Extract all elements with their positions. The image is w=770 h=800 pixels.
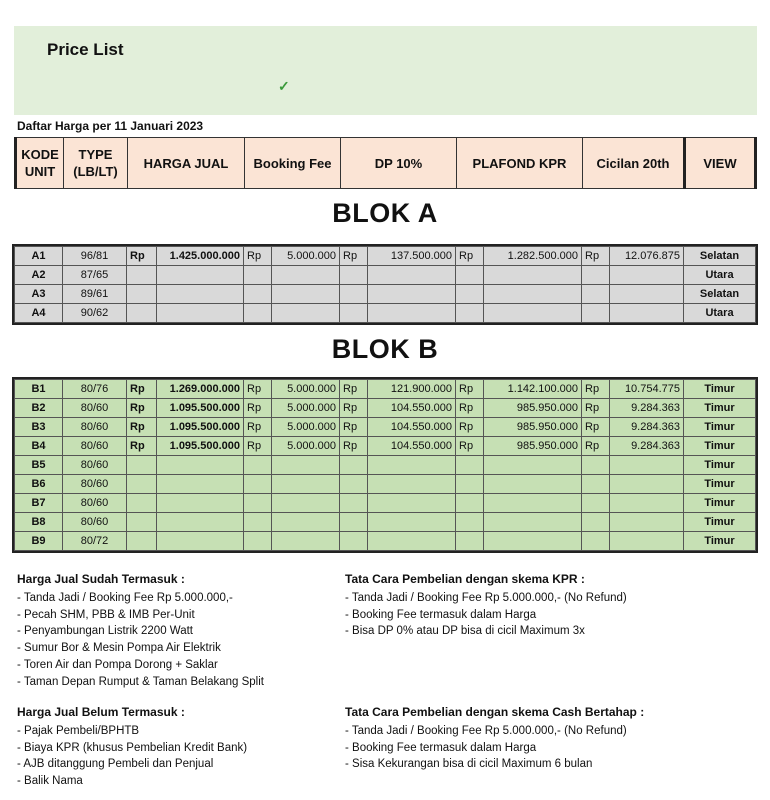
cell-kode: B6 [15, 475, 63, 494]
cell-hj-rp: Rp [127, 418, 157, 437]
cell-ci [610, 532, 684, 551]
cell-hj-rp [127, 266, 157, 285]
table-row [15, 304, 756, 323]
cell-hj-rp [127, 456, 157, 475]
table-row [15, 266, 756, 285]
cell-pl [484, 513, 582, 532]
cell-pl [484, 494, 582, 513]
cell-dp: 104.550.000 [368, 399, 456, 418]
cell-dp [368, 285, 456, 304]
cell-pl-rp: Rp [456, 399, 484, 418]
cell-type: 80/60 [63, 399, 127, 418]
cell-type: 87/65 [63, 266, 127, 285]
cell-ci [610, 285, 684, 304]
header-dp: DP 10% [341, 138, 457, 189]
cell-view: Timur [684, 456, 756, 475]
header-booking-fee: Booking Fee [245, 138, 341, 189]
cell-ci-rp [582, 266, 610, 285]
list-item: - Booking Fee termasuk dalam Harga [345, 741, 537, 754]
list-item: - Taman Depan Rumput & Taman Belakang Split [17, 675, 264, 688]
cell-hj [157, 285, 244, 304]
cell-ci [610, 475, 684, 494]
cell-hj [157, 456, 244, 475]
cell-bf-rp [244, 513, 272, 532]
cell-dp-rp [340, 285, 368, 304]
cell-ci-rp: Rp [582, 399, 610, 418]
table-row [15, 513, 756, 532]
notes-belum-termasuk [17, 704, 247, 790]
cell-type: 80/60 [63, 494, 127, 513]
list-item: - Tanda Jadi / Booking Fee Rp 5.000.000,- (No Refund) [345, 591, 627, 604]
cell-hj: 1.425.000.000 [157, 247, 244, 266]
cell-dp [368, 513, 456, 532]
cell-hj [157, 494, 244, 513]
cell-ci: 9.284.363 [610, 399, 684, 418]
cell-view: Timur [684, 513, 756, 532]
cell-bf-rp: Rp [244, 418, 272, 437]
cell-dp-rp [340, 304, 368, 323]
cell-ci [610, 304, 684, 323]
cell-dp [368, 494, 456, 513]
table-row [15, 380, 756, 399]
cell-view: Timur [684, 380, 756, 399]
cell-hj: 1.095.500.000 [157, 399, 244, 418]
cell-bf-rp [244, 532, 272, 551]
list-item: - AJB ditanggung Pembeli dan Penjual [17, 758, 214, 771]
cell-bf [272, 494, 340, 513]
cell-bf-rp [244, 456, 272, 475]
cell-dp [368, 475, 456, 494]
blok-b-title: BLOK B [331, 334, 439, 364]
cell-view: Utara [684, 266, 756, 285]
cell-kode: B8 [15, 513, 63, 532]
cell-ci-rp [582, 532, 610, 551]
cell-hj [157, 304, 244, 323]
cell-pl-rp: Rp [456, 437, 484, 456]
cell-pl-rp [456, 513, 484, 532]
cell-pl-rp [456, 456, 484, 475]
cell-dp-rp: Rp [340, 418, 368, 437]
cell-type: 80/60 [63, 418, 127, 437]
table-row [15, 475, 756, 494]
blok-a-table [14, 246, 756, 323]
table-row [15, 418, 756, 437]
blok-b-table [14, 379, 756, 551]
cell-pl: 985.950.000 [484, 437, 582, 456]
cell-hj-rp [127, 513, 157, 532]
cell-ci-rp: Rp [582, 247, 610, 266]
cell-bf-rp [244, 285, 272, 304]
list-item: - Sisa Kekurangan bisa di cicil Maximum 6 bulan [345, 758, 593, 771]
cell-pl-rp: Rp [456, 418, 484, 437]
cell-dp: 104.550.000 [368, 418, 456, 437]
cell-dp: 104.550.000 [368, 437, 456, 456]
cell-bf [272, 266, 340, 285]
cell-view: Timur [684, 399, 756, 418]
cell-ci-rp [582, 494, 610, 513]
cell-pl-rp [456, 304, 484, 323]
list-item: - Tanda Jadi / Booking Fee Rp 5.000.000,- [17, 591, 233, 604]
cell-bf: 5.000.000 [272, 380, 340, 399]
cell-dp [368, 266, 456, 285]
cell-type: 80/60 [63, 456, 127, 475]
cell-hj: 1.095.500.000 [157, 437, 244, 456]
list-item: - Sumur Bor & Mesin Pompa Air Elektrik [17, 642, 221, 655]
cell-view: Timur [684, 475, 756, 494]
cell-ci-rp [582, 304, 610, 323]
cell-bf-rp [244, 304, 272, 323]
list-item: - Toren Air dan Pompa Dorong + Saklar [17, 658, 218, 671]
cell-dp-rp [340, 532, 368, 551]
cell-hj: 1.095.500.000 [157, 418, 244, 437]
cell-kode: B7 [15, 494, 63, 513]
notes-sudah-termasuk [17, 571, 264, 691]
cell-type: 80/72 [63, 532, 127, 551]
cell-kode: B2 [15, 399, 63, 418]
cell-bf: 5.000.000 [272, 418, 340, 437]
cell-ci-rp [582, 456, 610, 475]
cell-type: 89/61 [63, 285, 127, 304]
cell-pl-rp: Rp [456, 380, 484, 399]
cell-bf-rp [244, 494, 272, 513]
cell-ci [610, 513, 684, 532]
header-cicilan: Cicilan 20th [583, 138, 685, 189]
cell-kode: A3 [15, 285, 63, 304]
blok-a-title: BLOK A [332, 198, 438, 228]
cell-kode: A1 [15, 247, 63, 266]
cell-dp-rp [340, 494, 368, 513]
cell-hj-rp: Rp [127, 247, 157, 266]
header-banner [14, 26, 757, 115]
list-item: - Penyambungan Listrik 2200 Watt [17, 625, 193, 638]
cell-view: Timur [684, 532, 756, 551]
cell-hj-rp [127, 304, 157, 323]
cell-type: 80/60 [63, 513, 127, 532]
header-kode-unit: KODE UNIT [16, 138, 64, 189]
cell-hj-rp [127, 475, 157, 494]
header-harga-jual: HARGA JUAL [128, 138, 245, 189]
cell-dp-rp: Rp [340, 380, 368, 399]
cell-type: 96/81 [63, 247, 127, 266]
notes-title: Tata Cara Pembelian dengan skema KPR : [345, 572, 585, 586]
notes-skema-cash [345, 704, 644, 773]
cell-ci-rp: Rp [582, 418, 610, 437]
cell-bf [272, 285, 340, 304]
page-title: Price List [47, 40, 124, 59]
cell-hj [157, 475, 244, 494]
cell-pl-rp [456, 532, 484, 551]
cell-kode: B3 [15, 418, 63, 437]
cell-hj [157, 513, 244, 532]
cell-bf: 5.000.000 [272, 247, 340, 266]
cell-ci-rp: Rp [582, 437, 610, 456]
cell-hj-rp [127, 532, 157, 551]
cell-ci: 12.076.875 [610, 247, 684, 266]
cell-pl: 1.282.500.000 [484, 247, 582, 266]
cell-ci [610, 456, 684, 475]
table-row [15, 247, 756, 266]
cell-ci-rp: Rp [582, 380, 610, 399]
cell-type: 80/60 [63, 475, 127, 494]
cell-kode: B1 [15, 380, 63, 399]
cell-pl [484, 532, 582, 551]
cell-pl-rp [456, 266, 484, 285]
table-row [15, 437, 756, 456]
cell-hj-rp [127, 285, 157, 304]
cell-bf: 5.000.000 [272, 399, 340, 418]
cell-pl [484, 304, 582, 323]
table-row [15, 532, 756, 551]
cell-pl-rp [456, 475, 484, 494]
cell-ci: 9.284.363 [610, 437, 684, 456]
cell-ci [610, 266, 684, 285]
header-type: TYPE (LB/LT) [64, 138, 128, 189]
cell-view: Utara [684, 304, 756, 323]
cell-hj-rp: Rp [127, 380, 157, 399]
cell-ci [610, 494, 684, 513]
cell-hj [157, 266, 244, 285]
cell-bf-rp: Rp [244, 399, 272, 418]
cell-kode: A2 [15, 266, 63, 285]
list-item: - Pecah SHM, PBB & IMB Per-Unit [17, 608, 195, 621]
cell-pl-rp [456, 285, 484, 304]
cell-bf [272, 475, 340, 494]
cell-view: Selatan [684, 285, 756, 304]
cell-dp-rp: Rp [340, 247, 368, 266]
cell-hj: 1.269.000.000 [157, 380, 244, 399]
cell-dp-rp [340, 456, 368, 475]
cell-dp-rp: Rp [340, 437, 368, 456]
cell-dp: 137.500.000 [368, 247, 456, 266]
cell-hj-rp [127, 494, 157, 513]
price-date-subtitle: Daftar Harga per 11 Januari 2023 [17, 119, 204, 133]
cell-hj [157, 532, 244, 551]
cell-pl-rp [456, 494, 484, 513]
cell-dp-rp [340, 475, 368, 494]
cell-kode: B9 [15, 532, 63, 551]
cell-view: Selatan [684, 247, 756, 266]
cell-hj-rp: Rp [127, 399, 157, 418]
cell-bf [272, 304, 340, 323]
table-row [15, 494, 756, 513]
cell-pl [484, 456, 582, 475]
cell-type: 90/62 [63, 304, 127, 323]
cell-bf-rp: Rp [244, 437, 272, 456]
cell-pl: 985.950.000 [484, 418, 582, 437]
cell-view: Timur [684, 437, 756, 456]
list-item: - Biaya KPR (khusus Pembelian Kredit Bank) [17, 741, 248, 754]
notes-skema-kpr [345, 571, 627, 640]
header-plafond-kpr: PLAFOND KPR [457, 138, 583, 189]
cell-ci: 10.754.775 [610, 380, 684, 399]
cell-view: Timur [684, 418, 756, 437]
cell-hj-rp: Rp [127, 437, 157, 456]
cell-kode: A4 [15, 304, 63, 323]
cell-kode: B5 [15, 456, 63, 475]
cell-dp [368, 456, 456, 475]
table-row [15, 456, 756, 475]
check-mark-icon: ✓ [278, 78, 290, 94]
cell-pl: 1.142.100.000 [484, 380, 582, 399]
cell-pl [484, 266, 582, 285]
list-item: - Balik Nama [17, 775, 83, 788]
cell-bf [272, 456, 340, 475]
notes-title: Harga Jual Belum Termasuk : [17, 705, 185, 719]
cell-type: 80/60 [63, 437, 127, 456]
cell-view: Timur [684, 494, 756, 513]
list-item: - Booking Fee termasuk dalam Harga [345, 608, 537, 621]
price-table-header [14, 137, 757, 189]
cell-bf [272, 532, 340, 551]
cell-dp [368, 304, 456, 323]
notes-title: Harga Jual Sudah Termasuk : [17, 572, 185, 586]
cell-kode: B4 [15, 437, 63, 456]
cell-dp-rp: Rp [340, 399, 368, 418]
cell-bf-rp [244, 475, 272, 494]
list-item: - Pajak Pembeli/BPHTB [17, 724, 140, 737]
cell-bf-rp: Rp [244, 380, 272, 399]
cell-bf [272, 513, 340, 532]
cell-bf-rp [244, 266, 272, 285]
cell-dp: 121.900.000 [368, 380, 456, 399]
cell-ci-rp [582, 285, 610, 304]
header-view: VIEW [685, 138, 756, 189]
cell-ci: 9.284.363 [610, 418, 684, 437]
cell-pl [484, 475, 582, 494]
list-item: - Tanda Jadi / Booking Fee Rp 5.000.000,- (No Refund) [345, 724, 627, 737]
cell-ci-rp [582, 475, 610, 494]
cell-pl: 985.950.000 [484, 399, 582, 418]
table-row [15, 285, 756, 304]
cell-pl [484, 285, 582, 304]
cell-ci-rp [582, 513, 610, 532]
cell-dp-rp [340, 513, 368, 532]
cell-pl-rp: Rp [456, 247, 484, 266]
table-row [15, 399, 756, 418]
cell-type: 80/76 [63, 380, 127, 399]
cell-bf-rp: Rp [244, 247, 272, 266]
notes-title: Tata Cara Pembelian dengan skema Cash Bertahap : [345, 705, 645, 719]
cell-dp [368, 532, 456, 551]
list-item: - Bisa DP 0% atau DP bisa di cicil Maximum 3x [345, 625, 585, 638]
cell-dp-rp [340, 266, 368, 285]
cell-bf: 5.000.000 [272, 437, 340, 456]
